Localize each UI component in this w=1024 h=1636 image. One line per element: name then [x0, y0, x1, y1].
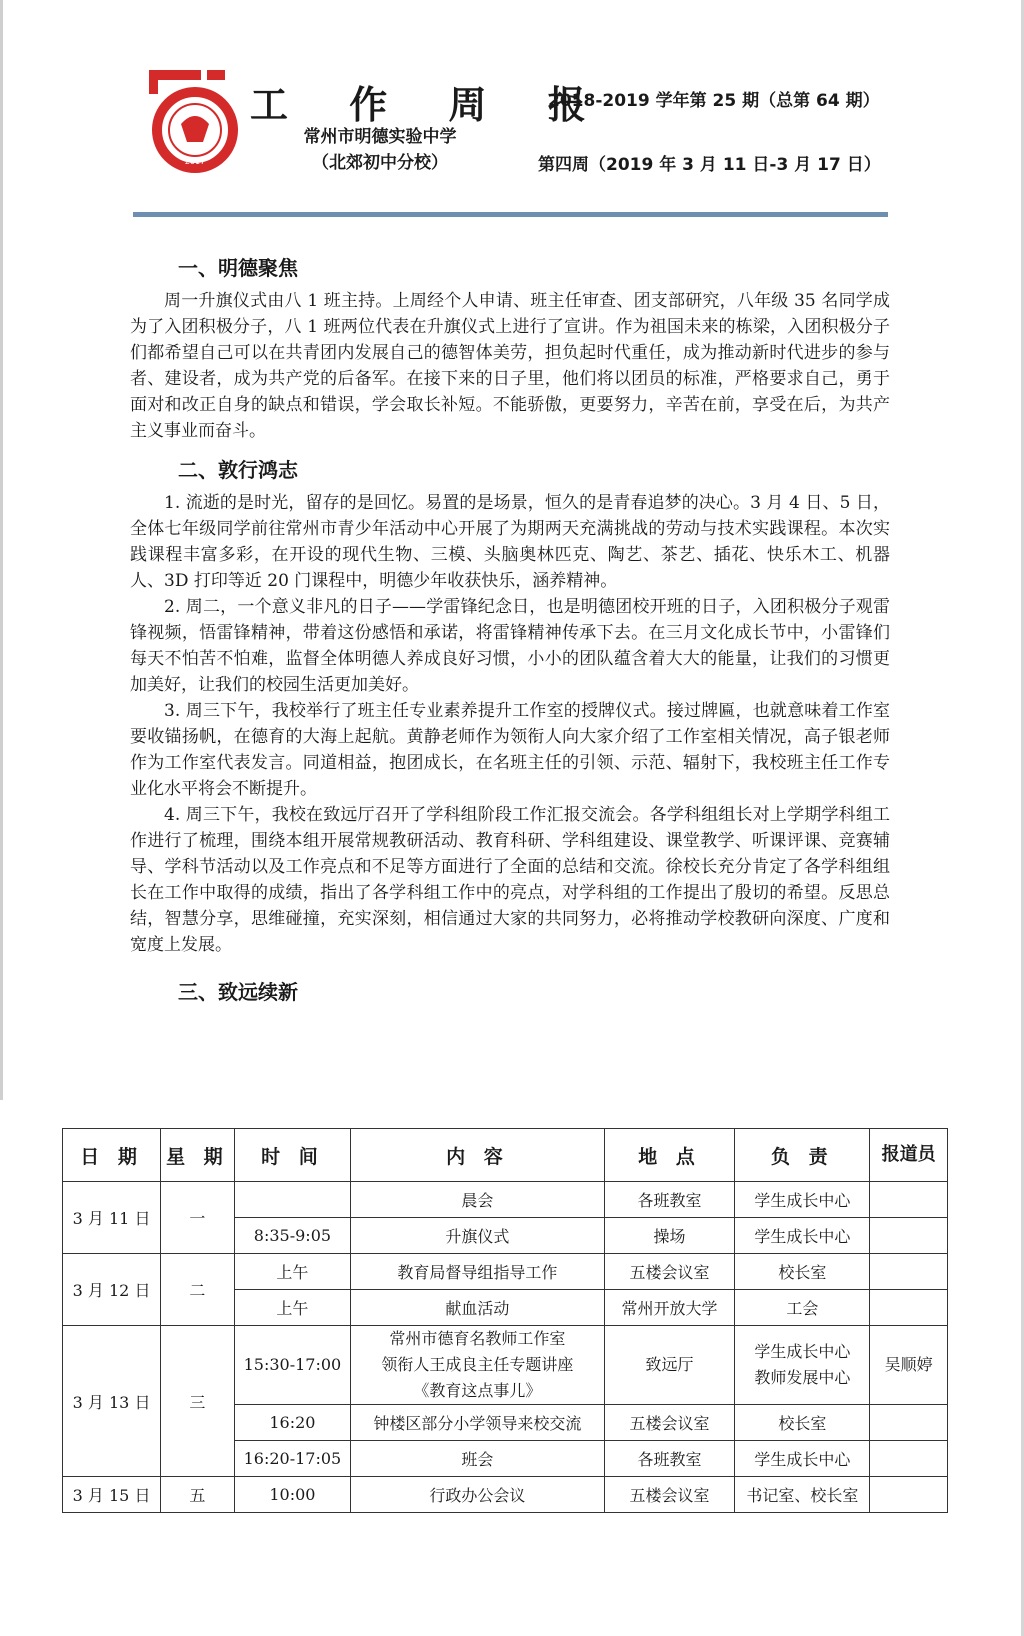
table-row [63, 1254, 948, 1290]
week-range: 第四周（2019 年 3 月 11 日-3 月 17 日） [538, 155, 881, 175]
cell-date: 3 月 13 日 [63, 1326, 161, 1477]
report-body [130, 248, 890, 1012]
cell-time: 上午 [234, 1254, 351, 1290]
cell-reporter [870, 1477, 948, 1513]
cell-time [234, 1182, 351, 1218]
cell-place: 操场 [604, 1218, 735, 1254]
cell-reporter [870, 1441, 948, 1477]
table-row [63, 1477, 948, 1513]
cell-date: 3 月 11 日 [63, 1182, 161, 1254]
col-header-date: 日 期 [63, 1129, 161, 1182]
section2-paragraph-2: 2. 周二，一个意义非凡的日子——学雷锋纪念日，也是明德团校开班的日子，入团积极分子观雷锋视频，悟雷锋精神，带着这份感悟和承诺，将雷锋精神传承下去。在三月文化成长节中，小雷锋们每天不怕苦不怕难，监督全体明德人养成良好习惯，小小的团队蕴含着大大的能量，让我们的习惯更加美好，让我们的校园生活更加美好。 [130, 597, 890, 695]
col-header-time: 时 间 [234, 1129, 351, 1182]
cell-owner: 书记室、校长室 [735, 1477, 870, 1513]
cell-content: 教育局督导组指导工作 [351, 1254, 604, 1290]
report-title: 工 作 周 报 [250, 83, 610, 127]
cell-owner: 校长室 [735, 1254, 870, 1290]
section2-heading: 二、敦行鸿志 [178, 458, 298, 482]
cell-reporter [870, 1290, 948, 1326]
table-row [63, 1182, 948, 1218]
cell-place: 五楼会议室 [604, 1405, 735, 1441]
cell-time: 8:35-9:05 [234, 1218, 351, 1254]
cell-content: 升旗仪式 [351, 1218, 604, 1254]
cell-place: 五楼会议室 [604, 1254, 735, 1290]
cell-place: 各班教室 [604, 1182, 735, 1218]
school-name-line1: 常州市明德实验中学 [303, 127, 457, 147]
cell-time: 10:00 [234, 1477, 351, 1513]
cell-content: 献血活动 [351, 1290, 604, 1326]
cell-owner-line: 学生成长中心 [754, 1342, 851, 1361]
cell-time: 16:20 [234, 1405, 351, 1441]
cell-time: 15:30-17:00 [234, 1326, 351, 1405]
cell-time: 16:20-17:05 [234, 1441, 351, 1477]
table-header-row [63, 1129, 948, 1182]
cell-place: 各班教室 [604, 1441, 735, 1477]
section2-paragraph-4: 4. 周三下午，我校在致远厅召开了学科组阶段工作汇报交流会。各学科组组长对上学期学科组工作进行了梳理，围绕本组开展常规教研活动、教育科研、学科组建设、课堂教学、听课评课、竞赛辅导、学科节活动以及工作亮点和不足等方面进行了全面的总结和交流。徐校长充分肯定了各学科组组长在工作中取得的成绩，指出了各学科组工作中的亮点，对学科组的工作提出了殷切的希望。反思总结，智慧分享，思维碰撞，充实深刻，相信通过大家的共同努力，必将推动学校教研向深度、广度和宽度上发展。 [130, 805, 890, 955]
cell-reporter [870, 1254, 948, 1290]
cell-weekday: 五 [161, 1477, 235, 1513]
col-header-place: 地 点 [604, 1129, 735, 1182]
cell-reporter [870, 1218, 948, 1254]
cell-date: 3 月 15 日 [63, 1477, 161, 1513]
cell-owner [735, 1326, 870, 1405]
table-row [63, 1326, 948, 1405]
school-name-line2: （北郊初中分校） [312, 153, 448, 173]
header-divider [133, 212, 888, 217]
cell-content: 晨会 [351, 1182, 604, 1218]
cell-content: 行政办公会议 [351, 1477, 604, 1513]
cell-owner: 校长室 [735, 1405, 870, 1441]
cell-owner: 学生成长中心 [735, 1218, 870, 1254]
section2-body [130, 490, 890, 958]
cell-owner-line: 教师发展中心 [754, 1368, 851, 1387]
cell-weekday: 二 [161, 1254, 235, 1326]
cell-content-line: 领衔人王成良主任专题讲座 [381, 1355, 574, 1374]
logo-year: 2017 [184, 157, 206, 166]
cell-content [351, 1326, 604, 1405]
cell-owner: 学生成长中心 [735, 1182, 870, 1218]
cell-place: 致远厅 [604, 1326, 735, 1405]
school-logo-icon [145, 68, 241, 178]
section1-heading: 一、明德聚焦 [178, 256, 298, 280]
section1-paragraph: 周一升旗仪式由八 1 班主持。上周经个人申请、班主任审查、团支部研究，八年级 35 名同学成为了入团积极分子，八 1 班两位代表在升旗仪式上进行了宣讲。作为祖国未来的栋梁，入团积极分子们都希望自己可以在共青团内发展自己的德智体美劳，担负起时代重任，成为推动新时代进步的参与者、建设者，成为共产党的后备军。在接下来的日子里，他们将以团员的标准，严格要求自己，勇于面对和改正自身的缺点和错误，学会取长补短。不能骄傲，更要努力，辛苦在前，享受在后，为共产主义事业而奋斗。 [130, 291, 890, 441]
cell-date: 3 月 12 日 [63, 1254, 161, 1326]
cell-place: 五楼会议室 [604, 1477, 735, 1513]
section2-paragraph-1: 1. 流逝的是时光，留存的是回忆。易置的是场景，恒久的是青春追梦的决心。3 月 4 日、5 日，全体七年级同学前往常州市青少年活动中心开展了为期两天充满挑战的劳动与技术实践课程。本次实践课程丰富多彩，在开设的现代生物、三模、头脑奥林匹克、陶艺、茶艺、插花、快乐木工、机器人、3D 打印等近 20 门课程中，明德少年收获快乐，涵养精神。 [130, 493, 890, 591]
cell-reporter [870, 1405, 948, 1441]
col-header-content: 内 容 [351, 1129, 604, 1182]
issue-number: 2018-2019 学年第 25 期（总第 64 期） [548, 91, 880, 111]
cell-content-line: 《教育这点事儿》 [413, 1381, 542, 1400]
section2-paragraph-3: 3. 周三下午，我校举行了班主任专业素养提升工作室的授牌仪式。接过牌匾，也就意味着工作室要收锚扬帆，在德育的大海上起航。黄静老师作为领衔人向大家介绍了工作室相关情况，高子银老师作为工作室代表发言。同道相益，抱团成长，在名班主任的引领、示范、辐射下，我校班主任工作专业化水平将会不断提升。 [130, 701, 890, 799]
col-header-owner: 负 责 [735, 1129, 870, 1182]
section3-heading: 三、致远续新 [178, 980, 298, 1004]
school-name [290, 124, 470, 176]
report-header [140, 62, 890, 212]
cell-content: 钟楼区部分小学领导来校交流 [351, 1405, 604, 1441]
cell-weekday: 一 [161, 1182, 235, 1254]
cell-owner: 学生成长中心 [735, 1441, 870, 1477]
col-header-weekday: 星 期 [161, 1129, 235, 1182]
col-header-reporter: 报道员 [870, 1129, 948, 1182]
cell-reporter [870, 1182, 948, 1218]
schedule-table [62, 1128, 948, 1513]
cell-place: 常州开放大学 [604, 1290, 735, 1326]
cell-time: 上午 [234, 1290, 351, 1326]
page-edge-left [0, 0, 3, 1100]
cell-reporter: 吴顺婷 [870, 1326, 948, 1405]
cell-weekday: 三 [161, 1326, 235, 1477]
cell-owner: 工会 [735, 1290, 870, 1326]
cell-content: 班会 [351, 1441, 604, 1477]
cell-content-line: 常州市德育名教师工作室 [389, 1329, 566, 1348]
